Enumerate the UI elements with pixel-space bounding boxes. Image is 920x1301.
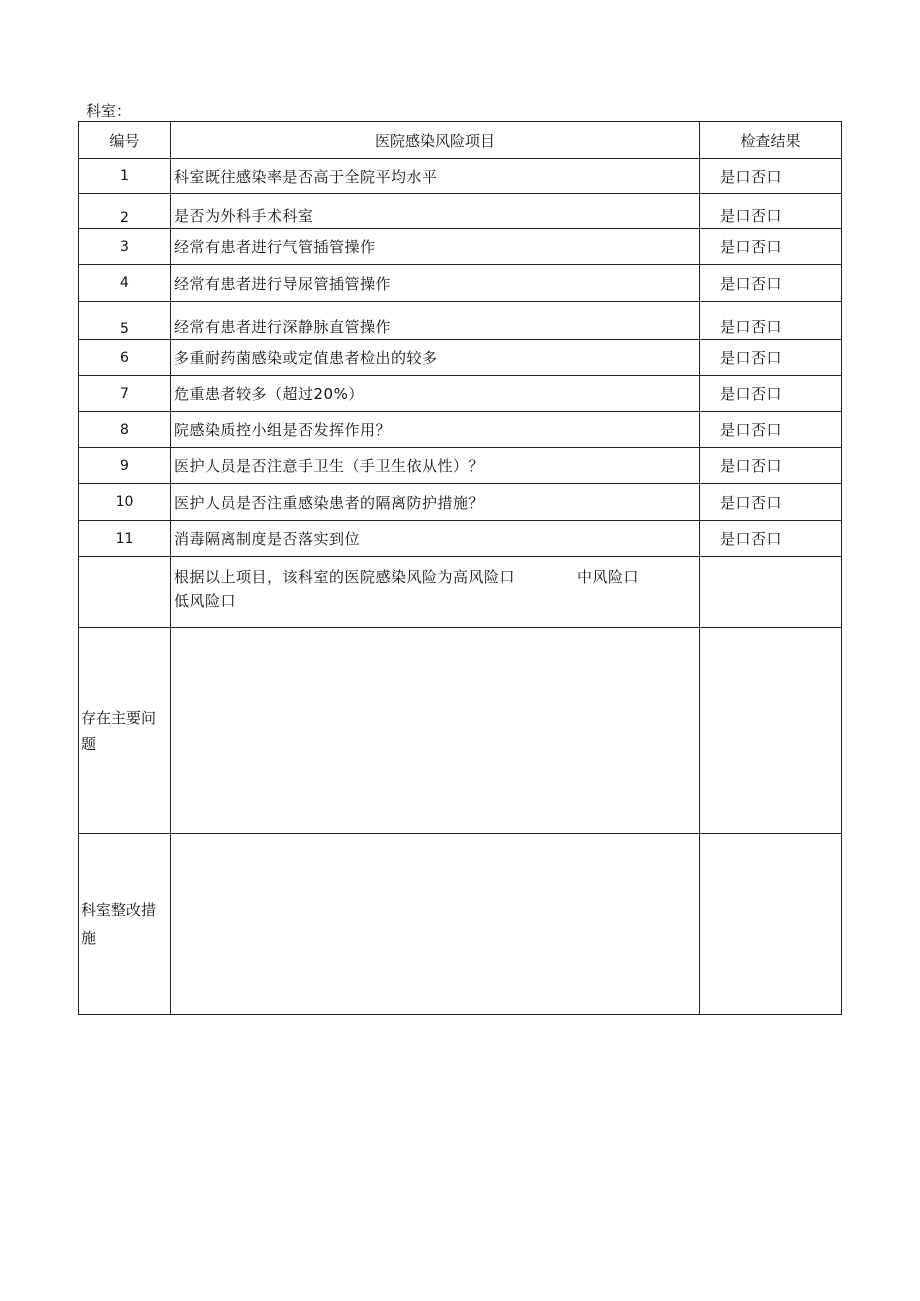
row-result-checkbox[interactable]: 是口否口: [700, 412, 842, 448]
table-header-row: [79, 122, 842, 159]
table-row: [79, 265, 842, 302]
risk-level-low-option[interactable]: 低风险口: [174, 592, 237, 610]
row-number: 5: [79, 302, 171, 340]
row-item: 是否为外科手术科室: [171, 194, 700, 229]
risk-level-summary-row: [79, 557, 842, 628]
row-number: 6: [79, 340, 171, 376]
row-item: 院感染质控小组是否发挥作用？: [171, 412, 700, 448]
rectification-row: [79, 834, 842, 1015]
row-item: 医护人员是否注意手卫生（手卫生依从性）？: [171, 448, 700, 484]
rectification-input[interactable]: [171, 834, 700, 1015]
row-item: 危重患者较多（超过20%）: [171, 376, 700, 412]
table-row: [79, 376, 842, 412]
row-number: 1: [79, 159, 171, 194]
row-item: 经常有患者进行深静脉直管操作: [171, 302, 700, 340]
table-row: [79, 159, 842, 194]
risk-assessment-table: [78, 121, 842, 1015]
table-row: [79, 229, 842, 265]
row-number: 11: [79, 521, 171, 557]
table-row: [79, 484, 842, 521]
risk-level-medium-option[interactable]: 中风险口: [577, 568, 640, 586]
table-row: [79, 194, 842, 229]
main-problems-input[interactable]: [171, 628, 700, 834]
department-label: 科室：: [86, 102, 132, 120]
main-problems-extra-cell[interactable]: [700, 628, 842, 834]
row-number: 9: [79, 448, 171, 484]
row-number: 4: [79, 265, 171, 302]
row-result-checkbox[interactable]: 是口否口: [700, 265, 842, 302]
table-row: [79, 448, 842, 484]
row-result-checkbox[interactable]: 是口否口: [700, 448, 842, 484]
row-item: 经常有患者进行气管插管操作: [171, 229, 700, 265]
table-row: [79, 302, 842, 340]
row-item: 科室既往感染率是否高于全院平均水平: [171, 159, 700, 194]
row-number: 8: [79, 412, 171, 448]
row-number: 2: [79, 194, 171, 229]
row-item: 经常有患者进行导尿管插管操作: [171, 265, 700, 302]
row-result-checkbox[interactable]: 是口否口: [700, 229, 842, 265]
risk-level-high-option[interactable]: 根据以上项目，该科室的医院感染风险为高风险口: [174, 568, 516, 586]
table-row: [79, 340, 842, 376]
row-result-checkbox[interactable]: 是口否口: [700, 521, 842, 557]
row-item: 医护人员是否注重感染患者的隔离防护措施？: [171, 484, 700, 521]
table-row: [79, 412, 842, 448]
rectification-label: 科室整改措施: [79, 834, 171, 1015]
row-item: 多重耐药菌感染或定值患者检出的较多: [171, 340, 700, 376]
row-result-checkbox[interactable]: 是口否口: [700, 194, 842, 229]
header-item: 医院感染风险项目: [171, 122, 700, 159]
risk-level-selector: [171, 557, 700, 628]
row-item: 消毒隔离制度是否落实到位: [171, 521, 700, 557]
summary-number-cell: [79, 557, 171, 628]
header-number: 编号: [79, 122, 171, 159]
row-result-checkbox[interactable]: 是口否口: [700, 340, 842, 376]
row-result-checkbox[interactable]: 是口否口: [700, 376, 842, 412]
table-row: [79, 521, 842, 557]
row-number: 10: [79, 484, 171, 521]
row-result-checkbox[interactable]: 是口否口: [700, 302, 842, 340]
header-result: 检查结果: [700, 122, 842, 159]
row-number: 3: [79, 229, 171, 265]
rectification-extra-cell[interactable]: [700, 834, 842, 1015]
row-result-checkbox[interactable]: 是口否口: [700, 484, 842, 521]
row-result-checkbox[interactable]: 是口否口: [700, 159, 842, 194]
main-problems-label: 存在主要问题: [79, 628, 171, 834]
summary-result-cell: [700, 557, 842, 628]
main-problems-row: [79, 628, 842, 834]
row-number: 7: [79, 376, 171, 412]
